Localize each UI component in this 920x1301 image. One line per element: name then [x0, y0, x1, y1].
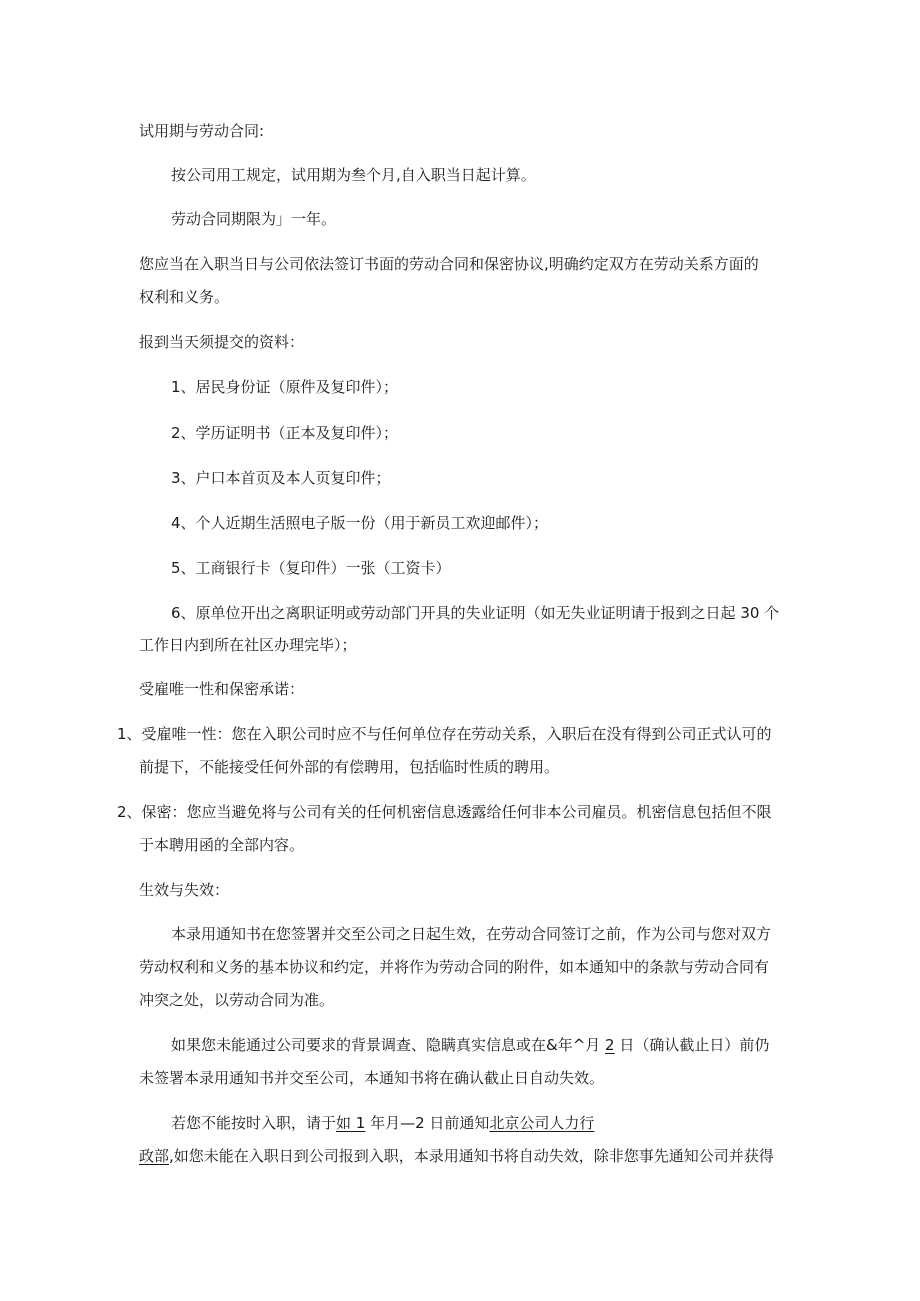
exclusive-1-line-2: 前提下，不能接受任何外部的有偿聘用，包括临时性质的聘用。	[139, 758, 560, 776]
contract-term: 劳动合同期限为」一年。	[171, 210, 337, 228]
effect-p2-day-underlined: 2	[605, 1036, 615, 1054]
docs-item-1: 1、居民身份证（原件及复印件）；	[171, 378, 399, 396]
trial-rule: 按公司用工规定，试用期为叁个月,自入职当日起计算。	[171, 166, 536, 184]
effect-p1-line-2: 劳动权利和义务的基本协议和约定，并将作为劳动合同的附件，如本通知中的条款与劳动合同有	[139, 958, 770, 976]
docs-item-5: 5、工商银行卡（复印件）一张（工资卡）	[171, 559, 451, 577]
docs-heading: 报到当天须提交的资料：	[139, 333, 305, 351]
docs-item-6-line-1: 6、原单位开出之离职证明或劳动部门开具的失业证明（如无失业证明请于报到之日起 30 个	[171, 604, 780, 622]
docs-item-2: 2、学历证明书（正本及复印件）；	[171, 424, 399, 442]
effect-p2-line-1	[171, 1033, 769, 1057]
effect-p1-line-3: 冲突之处，以劳动合同为准。	[139, 991, 335, 1009]
effect-p3-text-b: 年月—2 日前通知	[365, 1114, 490, 1132]
trial-heading: 试用期与劳动合同:	[139, 122, 265, 140]
effect-p2-text-a: 如果您未能通过公司要求的背景调查、隐瞒真实信息或在&年^月	[171, 1036, 606, 1054]
exclusive-heading: 受雇唯一性和保密承诺：	[139, 680, 305, 698]
exclusive-2-line-2: 于本聘用函的全部内容。	[139, 836, 305, 854]
effect-p3-dept-underlined: 北京公司人力行	[489, 1114, 595, 1132]
docs-item-6-line-2: 工作日内到所在社区办理完毕）；	[139, 636, 357, 654]
sign-notice-line-1: 您应当在入职当日与公司依法签订书面的劳动合同和保密协议,明确约定双方在劳动关系方面的	[139, 255, 759, 273]
docs-item-4: 4、个人近期生活照电子版一份（用于新员工欢迎邮件）；	[171, 514, 549, 532]
effect-p3-line-1	[171, 1111, 594, 1135]
exclusive-1-line-1: 1、受雇唯一性：您在入职公司时应不与任何单位存在劳动关系，入职后在没有得到公司正式认可的	[117, 725, 772, 743]
effect-heading: 生效与失效：	[139, 881, 230, 899]
exclusive-2-line-1: 2、保密：您应当避免将与公司有关的任何机密信息透露给任何非本公司雇员。机密信息包括但不限	[117, 803, 772, 821]
effect-p2-text-b: 日（确认截止日）前仍	[614, 1036, 770, 1054]
effect-p3-dept-cont-underlined: 政部	[139, 1147, 170, 1165]
effect-p1-line-1: 本录用通知书在您签署并交至公司之日起生效，在劳动合同签订之前，作为公司与您对双方	[171, 925, 772, 943]
effect-p3-text-a: 若您不能按时入职，请于	[171, 1114, 337, 1132]
effect-p3-line-2	[139, 1144, 774, 1168]
effect-p3-date-underlined: 如 1	[336, 1114, 366, 1132]
sign-notice-line-2: 权利和义务。	[139, 288, 230, 306]
docs-item-3: 3、户口本首页及本人页复印件；	[171, 469, 391, 487]
effect-p3-text-c: ,如您未能在入职日到公司报到入职，本录用通知书将自动失效，除非您事先通知公司并获得	[169, 1147, 774, 1165]
effect-p2-line-2: 未签署本录用通知书并交至公司，本通知书将在确认截止日自动失效。	[139, 1069, 605, 1087]
